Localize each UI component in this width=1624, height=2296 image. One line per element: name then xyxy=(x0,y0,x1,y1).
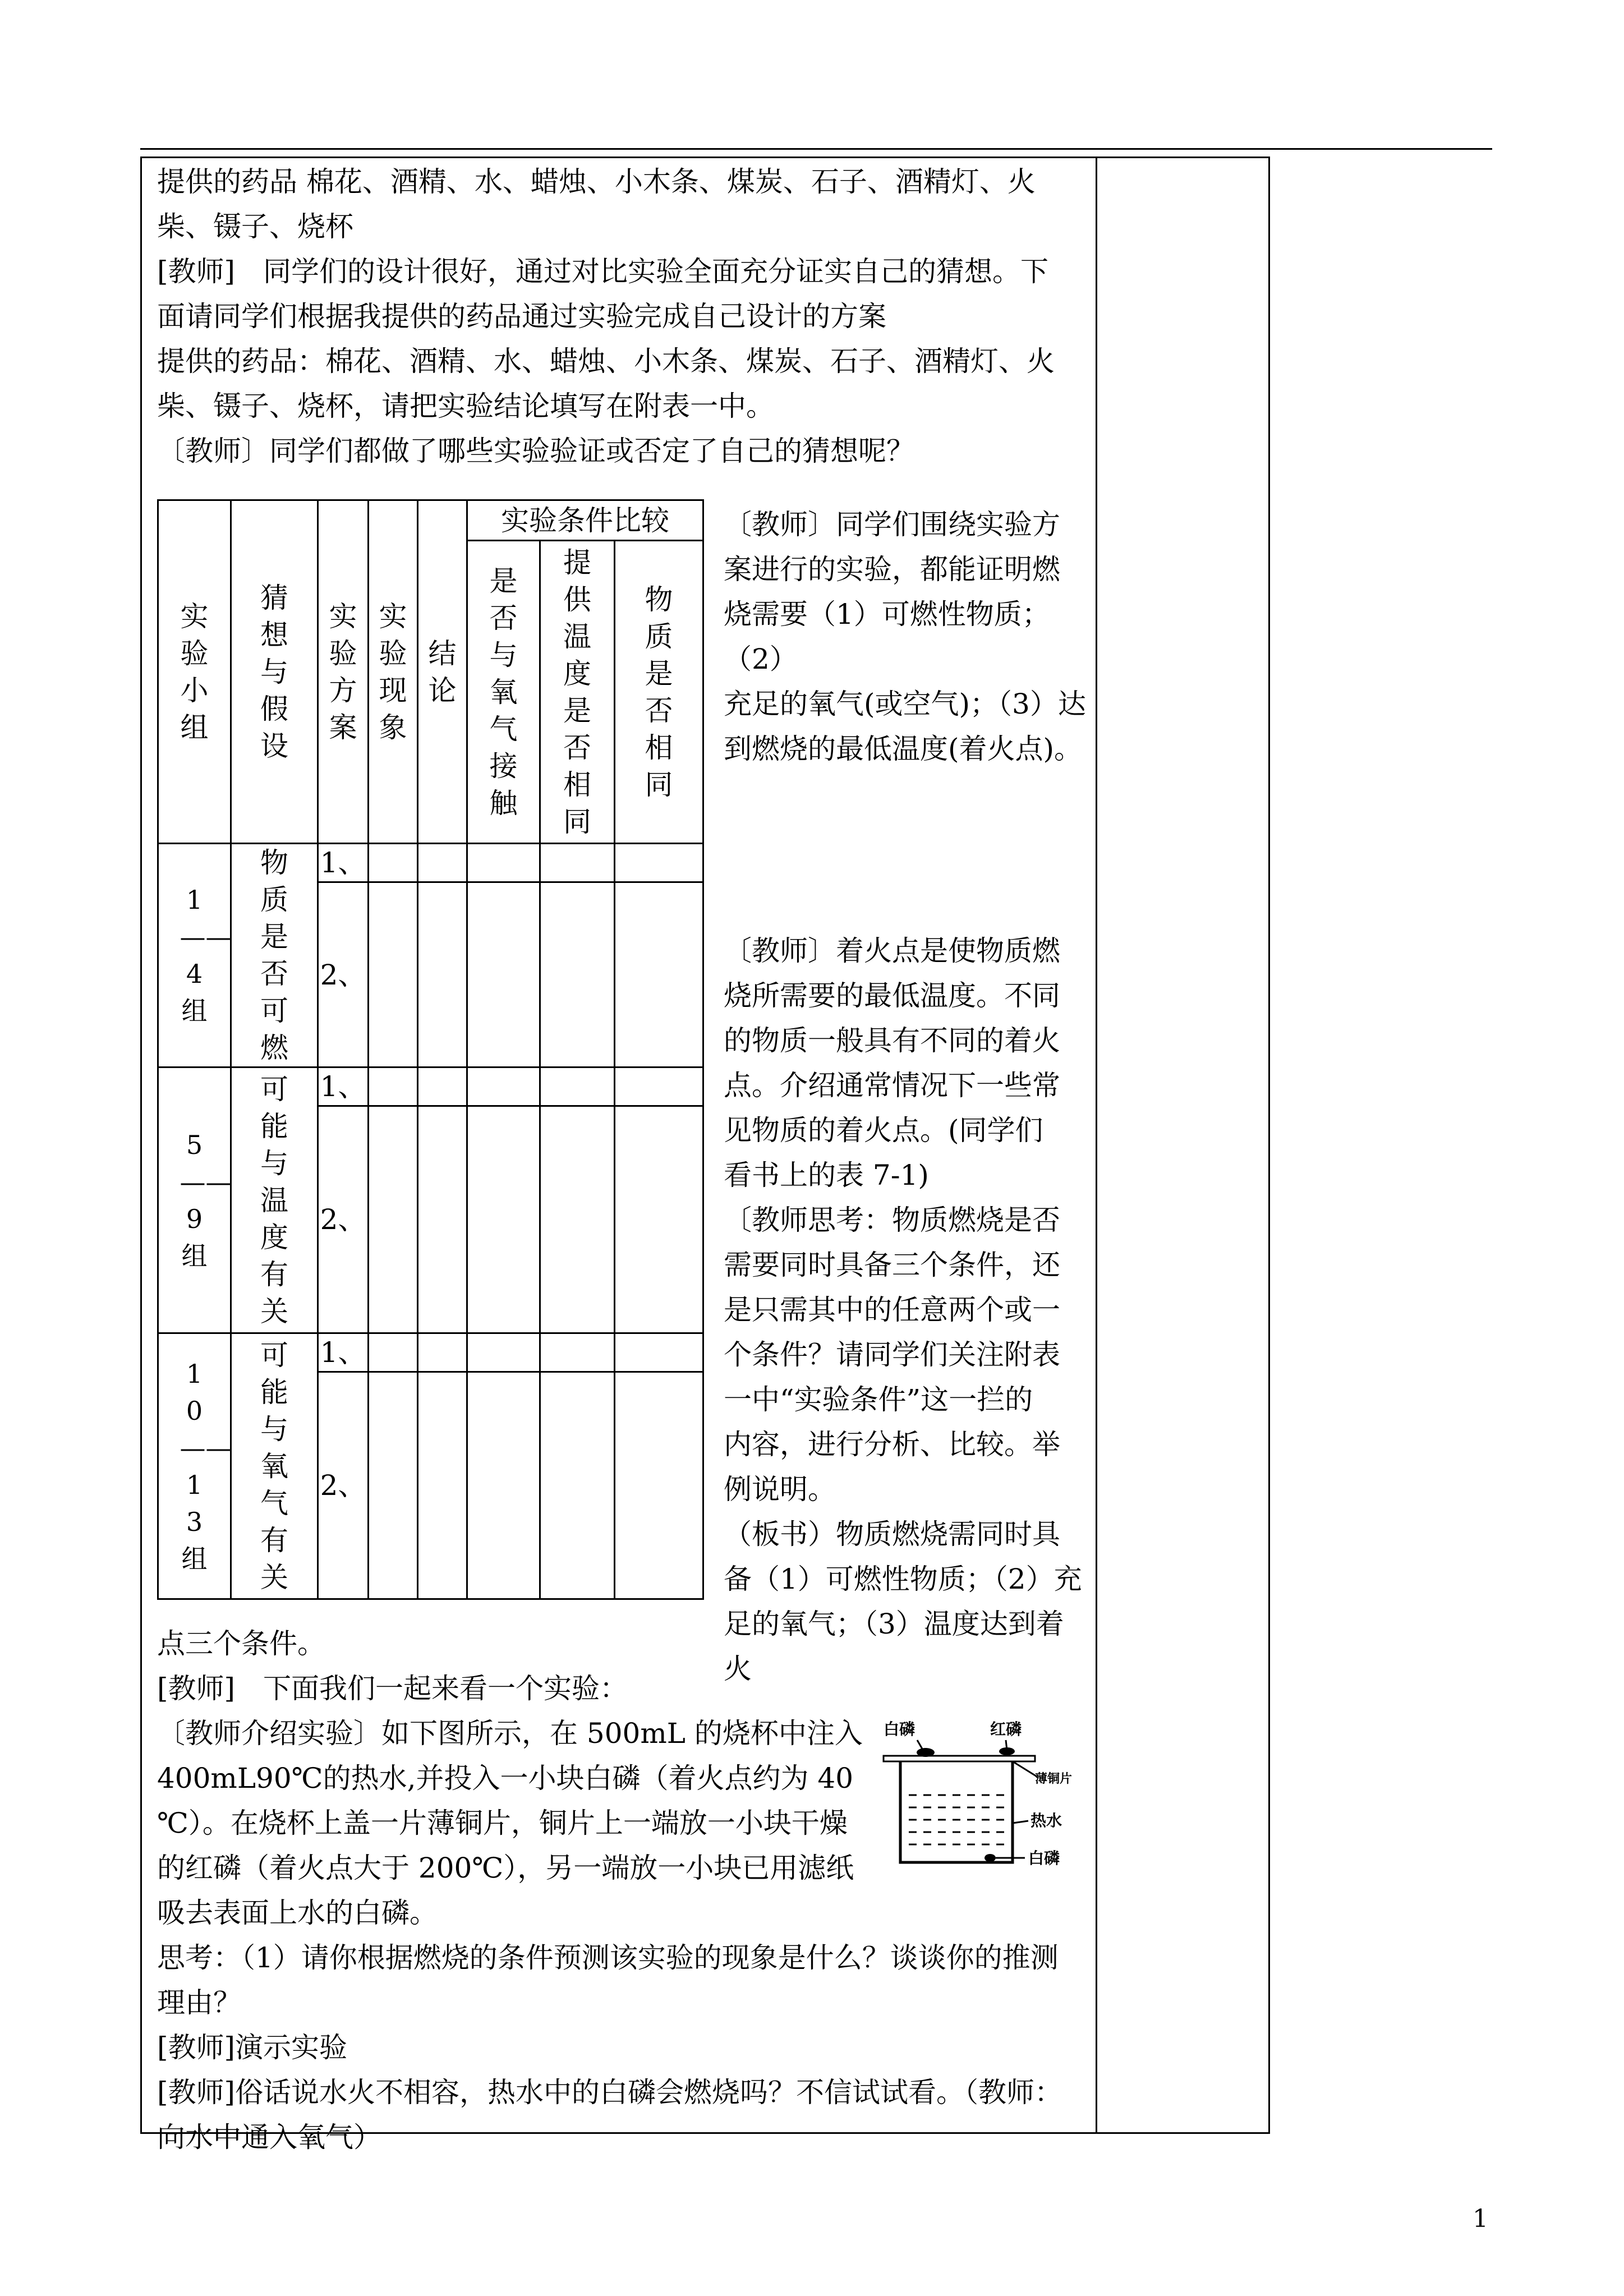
side-line: 点。介绍通常情况下一些常 xyxy=(724,1069,1060,1102)
guess-cell: 可能与温度有关 xyxy=(231,1068,318,1333)
water-lines xyxy=(909,1795,1004,1844)
submerged-white-phosphorus xyxy=(984,1854,996,1862)
plan-cell: 2、 xyxy=(318,1372,369,1599)
text-line: 向水中通入氧气） xyxy=(157,2121,381,2154)
page-number: 1 xyxy=(1473,2205,1488,2233)
side-line: 的物质一般具有不同的着火 xyxy=(724,1024,1060,1057)
side-notes-2 xyxy=(724,928,1088,1691)
empty-cell xyxy=(615,1068,703,1106)
copper-sheet xyxy=(884,1756,1035,1761)
text-line: [教师]俗话说水火不相容，热水中的白磷会燃烧吗？不信试试看。（教师： xyxy=(157,2076,1063,2109)
empty-cell xyxy=(615,882,703,1068)
empty-cell xyxy=(418,1333,467,1372)
side-line: 备（1）可燃性物质；（2）充 xyxy=(724,1563,1082,1595)
empty-cell xyxy=(369,1068,418,1106)
side-line: 是只需其中的任意两个或一 xyxy=(724,1294,1060,1326)
plan-cell: 1、 xyxy=(318,1068,369,1106)
side-line: 烧需要（1）可燃性物质；（2） xyxy=(724,598,1050,675)
intro-block xyxy=(157,159,1088,473)
text-line: ℃）。在烧杯上盖一片薄铜片，铜片上一端放一小块干燥 xyxy=(157,1807,848,1839)
empty-cell xyxy=(418,844,467,882)
col-phenomenon: 实验现象 xyxy=(369,500,418,844)
teacher-line: 面请同学们根据我提供的药品通过实验完成自己设计的方案 xyxy=(157,300,886,333)
intro-line: 柴、镊子、烧杯 xyxy=(157,210,353,243)
empty-cell xyxy=(540,882,615,1068)
text-line: 理由？ xyxy=(157,1986,241,2019)
guess-cell: 可能与氧气有关 xyxy=(231,1333,318,1599)
bottom-block xyxy=(157,1621,1088,2160)
text-line: [教师] 下面我们一起来看一个实验： xyxy=(157,1672,628,1705)
empty-cell xyxy=(540,1068,615,1106)
empty-cell xyxy=(418,1372,467,1599)
side-line: 见物质的着火点。(同学们 xyxy=(724,1114,1043,1147)
side-line: 内容，进行分析、比较。举 xyxy=(724,1428,1060,1461)
side-line: 充足的氧气(或空气)；（3）达 xyxy=(724,688,1086,720)
label-hot-water: 热水 xyxy=(1030,1811,1062,1830)
frame-column-divider xyxy=(1096,157,1097,2134)
text-line: 〔教师介绍实验〕如下图所示，在 500mL 的烧杯中注入 xyxy=(157,1717,863,1750)
group-cell: 5——9组 xyxy=(158,1068,231,1333)
empty-cell xyxy=(418,882,467,1068)
side-line: 个条件？请同学们关注附表 xyxy=(724,1338,1060,1371)
empty-cell xyxy=(615,1106,703,1333)
provide-line: 柴、镊子、烧杯，请把实验结论填写在附表一中。 xyxy=(157,390,774,422)
side-line: 到燃烧的最低温度(着火点)。 xyxy=(724,733,1083,765)
text-line: 吸去表面上水的白磷。 xyxy=(157,1897,438,1929)
guess-cell: 物质是否可燃 xyxy=(231,844,318,1068)
header-rule xyxy=(140,148,1492,150)
side-line: 〔教师〕同学们围绕实验方 xyxy=(724,508,1060,541)
empty-cell xyxy=(467,1372,540,1599)
empty-cell xyxy=(467,1106,540,1333)
text-line: 的红磷（着火点大于 200℃），另一端放一小块已用滤纸 xyxy=(157,1852,854,1884)
group-cell: 10——13组 xyxy=(158,1333,231,1599)
empty-cell xyxy=(540,844,615,882)
side-line: 〔教师思考：物质燃烧是否 xyxy=(724,1204,1060,1236)
phosphorus-experiment-figure xyxy=(878,1711,1091,1879)
col-oxygen-contact: 是否与氧气接触 xyxy=(467,541,540,844)
white-phosphorus-dot xyxy=(917,1748,935,1757)
plan-cell: 2、 xyxy=(318,882,369,1068)
col-temperature: 提供温度是否相同 xyxy=(540,541,615,844)
experiment-table xyxy=(157,499,704,1600)
text-line: 400mL90℃的热水,并投入一小块白磷（着火点约为 40 xyxy=(157,1762,854,1795)
side-notes-1 xyxy=(724,502,1088,771)
side-line: 一中“实验条件”这一拦的 xyxy=(724,1383,1033,1416)
empty-cell xyxy=(467,882,540,1068)
side-line: 看书上的表 7-1) xyxy=(724,1159,929,1191)
side-line: 烧所需要的最低温度。不同 xyxy=(724,979,1060,1012)
teacher-line: [教师] 同学们的设计很好，通过对比实验全面充分证实自己的猜想。下 xyxy=(157,255,1049,288)
intro-line: 提供的药品 棉花、酒精、水、蜡烛、小木条、煤炭、石子、酒精灯、火 xyxy=(157,165,1036,198)
side-line: 例说明。 xyxy=(724,1473,836,1506)
side-line: 〔教师〕着火点是使物质燃 xyxy=(724,935,1060,967)
empty-cell xyxy=(615,1372,703,1599)
empty-cell xyxy=(369,882,418,1068)
plan-cell: 1、 xyxy=(318,844,369,882)
label-copper-sheet: 薄铜片 xyxy=(1035,1772,1073,1786)
empty-cell xyxy=(467,844,540,882)
side-line: 案进行的实验，都能证明燃 xyxy=(724,553,1060,586)
empty-cell xyxy=(540,1333,615,1372)
text-line: [教师]演示实验 xyxy=(157,2031,348,2064)
empty-cell xyxy=(369,1372,418,1599)
plan-cell: 2、 xyxy=(318,1106,369,1333)
empty-cell xyxy=(540,1106,615,1333)
empty-cell xyxy=(369,1106,418,1333)
group-cell: 1——4组 xyxy=(158,844,231,1068)
label-white-phosphorus: 白磷 xyxy=(884,1720,915,1738)
provide-line: 提供的药品：棉花、酒精、水、蜡烛、小木条、煤炭、石子、酒精灯、火 xyxy=(157,345,1055,378)
text-line: 思考：（1）请你根据燃烧的条件预测该实验的现象是什么？谈谈你的推测 xyxy=(157,1941,1059,1974)
side-line: 需要同时具备三个条件，还 xyxy=(724,1249,1060,1281)
col-conclusion: 结论 xyxy=(418,500,467,844)
label-white-phosphorus-2: 白磷 xyxy=(1028,1849,1060,1867)
red-phosphorus-dot xyxy=(999,1747,1015,1755)
text-line: 点三个条件。 xyxy=(157,1627,325,1660)
col-plan: 实验方案 xyxy=(318,500,369,844)
pointer-line xyxy=(1013,1821,1028,1823)
plan-cell: 1、 xyxy=(318,1333,369,1372)
empty-cell xyxy=(418,1068,467,1106)
empty-cell xyxy=(615,1333,703,1372)
label-red-phosphorus: 红磷 xyxy=(990,1720,1022,1738)
col-same-substance: 物质是否相同 xyxy=(615,541,703,844)
side-line: （板书）物质燃烧需同时具 xyxy=(724,1518,1060,1550)
col-guess: 猜想与假设 xyxy=(231,500,318,844)
empty-cell xyxy=(369,844,418,882)
head-condition-compare: 实验条件比较 xyxy=(467,500,703,541)
empty-cell xyxy=(467,1068,540,1106)
empty-cell xyxy=(418,1106,467,1333)
side-line: 足的氧气；（3）温度达到着火 xyxy=(724,1608,1064,1685)
teacher-question: 〔教师〕同学们都做了哪些实验验证或否定了自己的猜想呢？ xyxy=(157,435,914,467)
col-group: 实验小组 xyxy=(158,500,231,844)
empty-cell xyxy=(615,844,703,882)
pointer-line xyxy=(1013,1761,1038,1777)
beaker xyxy=(900,1761,1013,1862)
empty-cell xyxy=(467,1333,540,1372)
empty-cell xyxy=(369,1333,418,1372)
empty-cell xyxy=(540,1372,615,1599)
